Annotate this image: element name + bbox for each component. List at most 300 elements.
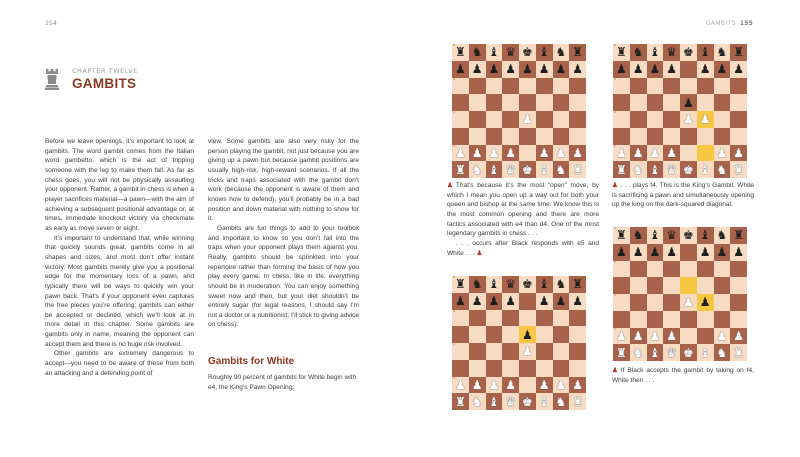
square-b4 <box>469 111 486 128</box>
pawn-marker-icon: ♟ <box>612 182 618 189</box>
white-pawn-icon: ♟ <box>454 145 466 160</box>
rank-label: 2 <box>453 143 455 148</box>
square-g6 <box>714 78 731 95</box>
square-d8 <box>663 227 680 244</box>
rank-label: 4 <box>614 293 616 297</box>
square-a4 <box>613 294 630 311</box>
square-c1 <box>647 161 664 178</box>
square-h3 <box>569 360 586 377</box>
square-e7 <box>519 293 536 310</box>
square-f2 <box>697 328 714 345</box>
white-rook-icon: ♜ <box>572 394 583 409</box>
white-rook-icon: ♜ <box>572 162 583 177</box>
white-rook-icon: ♜ <box>454 162 466 177</box>
square-d6 <box>502 78 519 95</box>
black-pawn-icon: ♟ <box>733 245 744 260</box>
square-f5 <box>536 94 553 111</box>
square-h2 <box>730 145 747 162</box>
square-a5 <box>613 94 630 111</box>
black-queen-icon: ♛ <box>666 228 677 243</box>
square-e1 <box>519 393 536 410</box>
square-e1 <box>519 161 536 178</box>
white-pawn-icon: ♟ <box>488 377 500 392</box>
square-b7 <box>469 293 486 310</box>
square-c6 <box>486 310 503 327</box>
white-pawn-icon: ♟ <box>649 145 661 160</box>
black-pawn-icon: ♟ <box>733 62 744 77</box>
square-b5 <box>630 277 647 294</box>
square-g5 <box>553 94 570 111</box>
caption-text: . . . plays f4. This is the King’s Gambit. White is sacrificing a pawn and simultaneously opening up the king on the dark-squared diagonal. <box>612 182 754 209</box>
square-c8 <box>647 227 664 244</box>
black-pawn-icon: ♟ <box>471 62 483 77</box>
square-d1 <box>502 161 519 178</box>
black-pawn-icon: ♟ <box>555 294 567 309</box>
black-rook-icon: ♜ <box>615 228 627 243</box>
white-pawn-icon: ♟ <box>555 145 567 160</box>
square-b2 <box>630 328 647 345</box>
rank-label: 5 <box>614 93 616 98</box>
square-d8 <box>663 44 680 61</box>
square-a5 <box>452 94 469 111</box>
rank-label: 6 <box>614 76 616 81</box>
square-b6 <box>630 261 647 278</box>
square-b8 <box>630 227 647 244</box>
black-bishop-icon: ♝ <box>538 45 550 60</box>
square-b6 <box>630 78 647 95</box>
section-subheading: Gambits for White <box>208 356 295 367</box>
black-knight-icon: ♞ <box>471 277 483 292</box>
chess-board-gambit-accepted <box>613 227 747 361</box>
square-f6 <box>697 78 714 95</box>
running-head-title: GAMBITS <box>705 20 736 27</box>
rank-label: 2 <box>453 375 455 380</box>
square-a3 <box>613 128 630 145</box>
rank-label: 4 <box>453 342 455 346</box>
black-knight-icon: ♞ <box>632 228 644 243</box>
rank-label: 1 <box>614 160 616 165</box>
square-h7 <box>730 244 747 261</box>
black-rook-icon: ♜ <box>733 228 744 243</box>
square-e1 <box>680 161 697 178</box>
white-queen-icon: ♛ <box>666 162 677 177</box>
square-g6 <box>553 310 570 327</box>
square-g8 <box>553 44 570 61</box>
square-g2 <box>553 377 570 394</box>
square-h2 <box>730 328 747 345</box>
square-a7 <box>452 293 469 310</box>
black-queen-icon: ♛ <box>505 45 516 60</box>
square-d8 <box>502 44 519 61</box>
square-f3 <box>536 360 553 377</box>
square-d3 <box>663 128 680 145</box>
square-c7 <box>647 244 664 261</box>
square-a7 <box>613 61 630 78</box>
square-b6 <box>469 310 486 327</box>
black-pawn-icon: ♟ <box>632 62 644 77</box>
white-pawn-icon: ♟ <box>538 145 550 160</box>
square-d5 <box>663 94 680 111</box>
square-b1 <box>469 393 486 410</box>
white-bishop-icon: ♝ <box>699 162 711 177</box>
square-g3 <box>714 311 731 328</box>
white-king-icon: ♚ <box>521 162 533 177</box>
square-d1 <box>502 393 519 410</box>
square-e2 <box>680 328 697 345</box>
square-e4 <box>680 111 697 128</box>
paragraph: view. Some gambits are also very risky for the person playing the gambit, not just because you are giving up a pawn but because gambit positions are usually high-risk, high-reward scenarios. If all the tricks and traps associated with the gambit don’t work (because the opponent is aware of them and knows how to defend), you’ll probably be in a bad position and down material with nothing to show for it. <box>208 138 359 223</box>
square-g3 <box>714 128 731 145</box>
square-c6 <box>486 78 503 95</box>
rank-label: 4 <box>614 110 616 114</box>
white-queen-icon: ♛ <box>505 394 516 409</box>
square-g2 <box>714 328 731 345</box>
square-b6 <box>469 78 486 95</box>
square-a2 <box>613 326 630 348</box>
square-f2 <box>536 377 553 394</box>
square-e5 <box>519 326 536 343</box>
rank-label: 1 <box>453 392 455 397</box>
square-c4 <box>647 294 664 311</box>
black-knight-icon: ♞ <box>632 45 644 60</box>
white-bishop-icon: ♝ <box>649 345 661 360</box>
square-e8 <box>519 44 536 61</box>
square-b1 <box>630 161 647 178</box>
white-pawn-icon: ♟ <box>699 112 711 127</box>
white-pawn-icon: ♟ <box>505 377 516 392</box>
square-a3 <box>452 128 469 145</box>
square-d7 <box>663 244 680 261</box>
white-queen-icon: ♛ <box>505 162 516 177</box>
square-b7 <box>469 61 486 78</box>
square-e8 <box>519 276 536 293</box>
black-queen-icon: ♛ <box>505 277 516 292</box>
square-d2 <box>663 145 680 162</box>
square-f8 <box>536 44 553 61</box>
black-pawn-icon: ♟ <box>555 62 567 77</box>
square-c5 <box>486 326 503 343</box>
square-h7 <box>569 61 586 78</box>
square-g3 <box>553 128 570 145</box>
square-h5 <box>730 94 747 111</box>
square-f7 <box>536 61 553 78</box>
square-d8 <box>502 276 519 293</box>
square-g5 <box>714 277 731 294</box>
square-e2 <box>519 145 536 162</box>
square-h8 <box>569 276 586 293</box>
square-h6 <box>569 310 586 327</box>
rank-label: 5 <box>614 276 616 281</box>
black-knight-icon: ♞ <box>471 45 483 60</box>
section-intro-text: Roughly 90 percent of gambits for White begin with e4, the King’s Pawn Opening: <box>208 374 357 391</box>
page-number-left: 154 <box>45 20 58 27</box>
white-pawn-icon: ♟ <box>615 145 627 160</box>
square-f2 <box>536 145 553 162</box>
square-h2 <box>569 377 586 394</box>
white-pawn-icon: ♟ <box>538 377 550 392</box>
square-d1 <box>663 161 680 178</box>
square-a4 <box>613 111 630 128</box>
chess-board-e4-e5 <box>452 276 586 410</box>
white-pawn-icon: ♟ <box>521 344 533 359</box>
rank-label: 1 <box>614 343 616 348</box>
square-b2 <box>630 145 647 162</box>
black-pawn-icon: ♟ <box>615 62 627 77</box>
black-pawn-icon: ♟ <box>615 245 627 260</box>
square-h4 <box>569 343 586 360</box>
chapter-title-block <box>72 67 138 91</box>
square-e6 <box>680 261 697 278</box>
square-e8 <box>680 227 697 244</box>
black-queen-icon: ♛ <box>666 45 677 60</box>
black-pawn-icon: ♟ <box>521 62 533 77</box>
black-pawn-icon: ♟ <box>572 62 583 77</box>
white-pawn-icon: ♟ <box>632 145 644 160</box>
square-a3 <box>613 311 630 328</box>
square-c3 <box>486 128 503 145</box>
square-f6 <box>536 310 553 327</box>
white-pawn-icon: ♟ <box>649 328 661 343</box>
square-g1 <box>714 344 731 361</box>
square-g6 <box>553 78 570 95</box>
square-b8 <box>469 44 486 61</box>
white-knight-icon: ♞ <box>471 162 483 177</box>
body-column-2 <box>208 137 359 330</box>
white-pawn-icon: ♟ <box>733 328 744 343</box>
square-f3 <box>536 128 553 145</box>
black-pawn-icon: ♟ <box>649 245 661 260</box>
white-rook-icon: ♜ <box>615 345 627 360</box>
rank-label: 8 <box>614 226 616 230</box>
square-d4 <box>502 111 519 128</box>
black-pawn-icon: ♟ <box>471 294 483 309</box>
black-rook-icon: ♜ <box>572 45 583 60</box>
square-f3 <box>697 128 714 145</box>
square-h6 <box>730 261 747 278</box>
square-h4 <box>730 111 747 128</box>
square-e4 <box>519 111 536 128</box>
square-f1 <box>697 344 714 361</box>
white-pawn-icon: ♟ <box>716 328 728 343</box>
white-pawn-icon: ♟ <box>454 377 466 392</box>
white-bishop-icon: ♝ <box>538 394 550 409</box>
square-h4 <box>569 111 586 128</box>
black-pawn-icon: ♟ <box>521 327 533 342</box>
square-c8 <box>486 276 503 293</box>
chess-board-e4 <box>452 44 586 178</box>
square-b1 <box>630 344 647 361</box>
square-e2 <box>519 377 536 394</box>
square-e6 <box>680 78 697 95</box>
square-a4 <box>452 343 469 360</box>
white-king-icon: ♚ <box>682 162 694 177</box>
square-c1 <box>647 344 664 361</box>
square-a2 <box>613 143 630 165</box>
square-b3 <box>630 311 647 328</box>
square-g4 <box>714 111 731 128</box>
square-d5 <box>502 94 519 111</box>
rank-label: 8 <box>614 43 616 47</box>
square-a8 <box>613 44 630 61</box>
black-king-icon: ♚ <box>521 277 533 292</box>
square-e1 <box>680 344 697 361</box>
square-g4 <box>714 294 731 311</box>
square-f1 <box>697 161 714 178</box>
square-h4 <box>730 294 747 311</box>
square-f7 <box>697 244 714 261</box>
black-pawn-icon: ♟ <box>699 295 711 310</box>
rank-label: 6 <box>453 76 455 81</box>
square-b4 <box>630 294 647 311</box>
rank-label: 3 <box>614 309 616 314</box>
rank-label: 3 <box>614 126 616 131</box>
square-h3 <box>569 128 586 145</box>
black-rook-icon: ♜ <box>454 277 466 292</box>
white-rook-icon: ♜ <box>615 162 627 177</box>
square-h8 <box>730 227 747 244</box>
black-pawn-icon: ♟ <box>682 95 694 110</box>
square-d4 <box>663 294 680 311</box>
pawn-marker-icon: ♟ <box>447 182 453 189</box>
page-number-right: 155 <box>739 20 753 27</box>
square-g7 <box>553 293 570 310</box>
square-g4 <box>553 111 570 128</box>
white-knight-icon: ♞ <box>555 394 567 409</box>
paragraph: Other gambits are extremely dangerous to accept—you need to be aware of these from both an attacking and a defending point of <box>45 350 194 377</box>
square-b7 <box>630 244 647 261</box>
square-c7 <box>486 61 503 78</box>
square-h1 <box>569 161 586 178</box>
white-bishop-icon: ♝ <box>649 162 661 177</box>
square-a8 <box>452 44 469 61</box>
white-pawn-icon: ♟ <box>505 145 516 160</box>
square-h5 <box>569 326 586 343</box>
square-b2 <box>469 377 486 394</box>
black-pawn-icon: ♟ <box>505 294 516 309</box>
white-pawn-icon: ♟ <box>615 328 627 343</box>
square-b8 <box>469 276 486 293</box>
black-pawn-icon: ♟ <box>488 62 500 77</box>
square-h1 <box>730 344 747 361</box>
rank-label: 7 <box>453 59 455 64</box>
rank-label: 4 <box>453 110 455 114</box>
square-c6 <box>647 78 664 95</box>
square-b7 <box>630 61 647 78</box>
black-pawn-icon: ♟ <box>666 245 677 260</box>
rank-label: 5 <box>453 93 455 98</box>
white-pawn-icon: ♟ <box>521 112 533 127</box>
rank-label: 6 <box>614 259 616 264</box>
square-a5 <box>613 277 630 294</box>
square-f4 <box>697 294 714 311</box>
square-a6 <box>613 259 630 281</box>
black-bishop-icon: ♝ <box>649 228 661 243</box>
square-d2 <box>502 145 519 162</box>
caption-text: That’s because it’s the most “open” move, by which I mean you open up a way out for both your queen and bishop at the same time. We know this is the most common opening and there are more tactics associated with e4 than d4. One of the most legendary gambits in chess . . . <box>447 182 599 238</box>
square-h5 <box>569 94 586 111</box>
square-f6 <box>697 261 714 278</box>
square-a1 <box>613 344 630 361</box>
white-knight-icon: ♞ <box>632 345 644 360</box>
black-king-icon: ♚ <box>521 45 533 60</box>
black-pawn-icon: ♟ <box>538 294 550 309</box>
square-h8 <box>730 44 747 61</box>
white-knight-icon: ♞ <box>716 345 728 360</box>
square-a1 <box>613 161 630 178</box>
square-e4 <box>680 294 697 311</box>
square-g5 <box>553 326 570 343</box>
square-e5 <box>519 94 536 111</box>
square-h3 <box>730 128 747 145</box>
chapter-heading <box>44 67 138 91</box>
black-pawn-icon: ♟ <box>454 62 466 77</box>
board-caption-1 <box>447 181 599 258</box>
body-column-1 <box>45 137 194 378</box>
square-e4 <box>519 343 536 360</box>
square-d7 <box>502 293 519 310</box>
black-bishop-icon: ♝ <box>699 228 711 243</box>
square-a8 <box>452 276 469 293</box>
square-a4 <box>452 111 469 128</box>
square-b5 <box>630 94 647 111</box>
square-g5 <box>714 94 731 111</box>
square-a2 <box>452 143 469 165</box>
square-d3 <box>502 128 519 145</box>
square-f2 <box>697 145 714 162</box>
white-queen-icon: ♛ <box>666 345 677 360</box>
rank-label: 8 <box>453 43 455 47</box>
black-knight-icon: ♞ <box>716 45 728 60</box>
square-c5 <box>486 94 503 111</box>
square-f1 <box>536 393 553 410</box>
chapter-title: GAMBITS <box>72 76 137 91</box>
black-bishop-icon: ♝ <box>649 45 661 60</box>
square-e8 <box>680 44 697 61</box>
square-f4 <box>697 111 714 128</box>
rank-label: 2 <box>614 326 616 331</box>
white-bishop-icon: ♝ <box>488 394 500 409</box>
square-d5 <box>663 277 680 294</box>
square-f7 <box>697 61 714 78</box>
square-g8 <box>714 44 731 61</box>
square-h6 <box>730 78 747 95</box>
white-knight-icon: ♞ <box>716 162 728 177</box>
white-pawn-icon: ♟ <box>682 112 694 127</box>
square-a5 <box>452 326 469 343</box>
square-a6 <box>452 76 469 98</box>
square-e7 <box>680 61 697 78</box>
square-e5 <box>680 94 697 111</box>
black-pawn-icon: ♟ <box>632 245 644 260</box>
square-c7 <box>486 293 503 310</box>
square-a6 <box>452 308 469 330</box>
running-header <box>706 20 753 27</box>
square-g8 <box>714 227 731 244</box>
square-c5 <box>647 277 664 294</box>
rank-label: 7 <box>614 242 616 247</box>
square-g1 <box>553 393 570 410</box>
white-pawn-icon: ♟ <box>632 328 644 343</box>
square-h8 <box>569 44 586 61</box>
board-caption-4 <box>612 366 754 385</box>
square-e5 <box>680 277 697 294</box>
black-pawn-icon: ♟ <box>699 245 711 260</box>
square-c2 <box>486 145 503 162</box>
rank-label: 7 <box>614 59 616 64</box>
square-g8 <box>553 276 570 293</box>
board-caption-2 <box>612 181 754 210</box>
chapter-label: CHAPTER TWELVE <box>72 67 138 75</box>
